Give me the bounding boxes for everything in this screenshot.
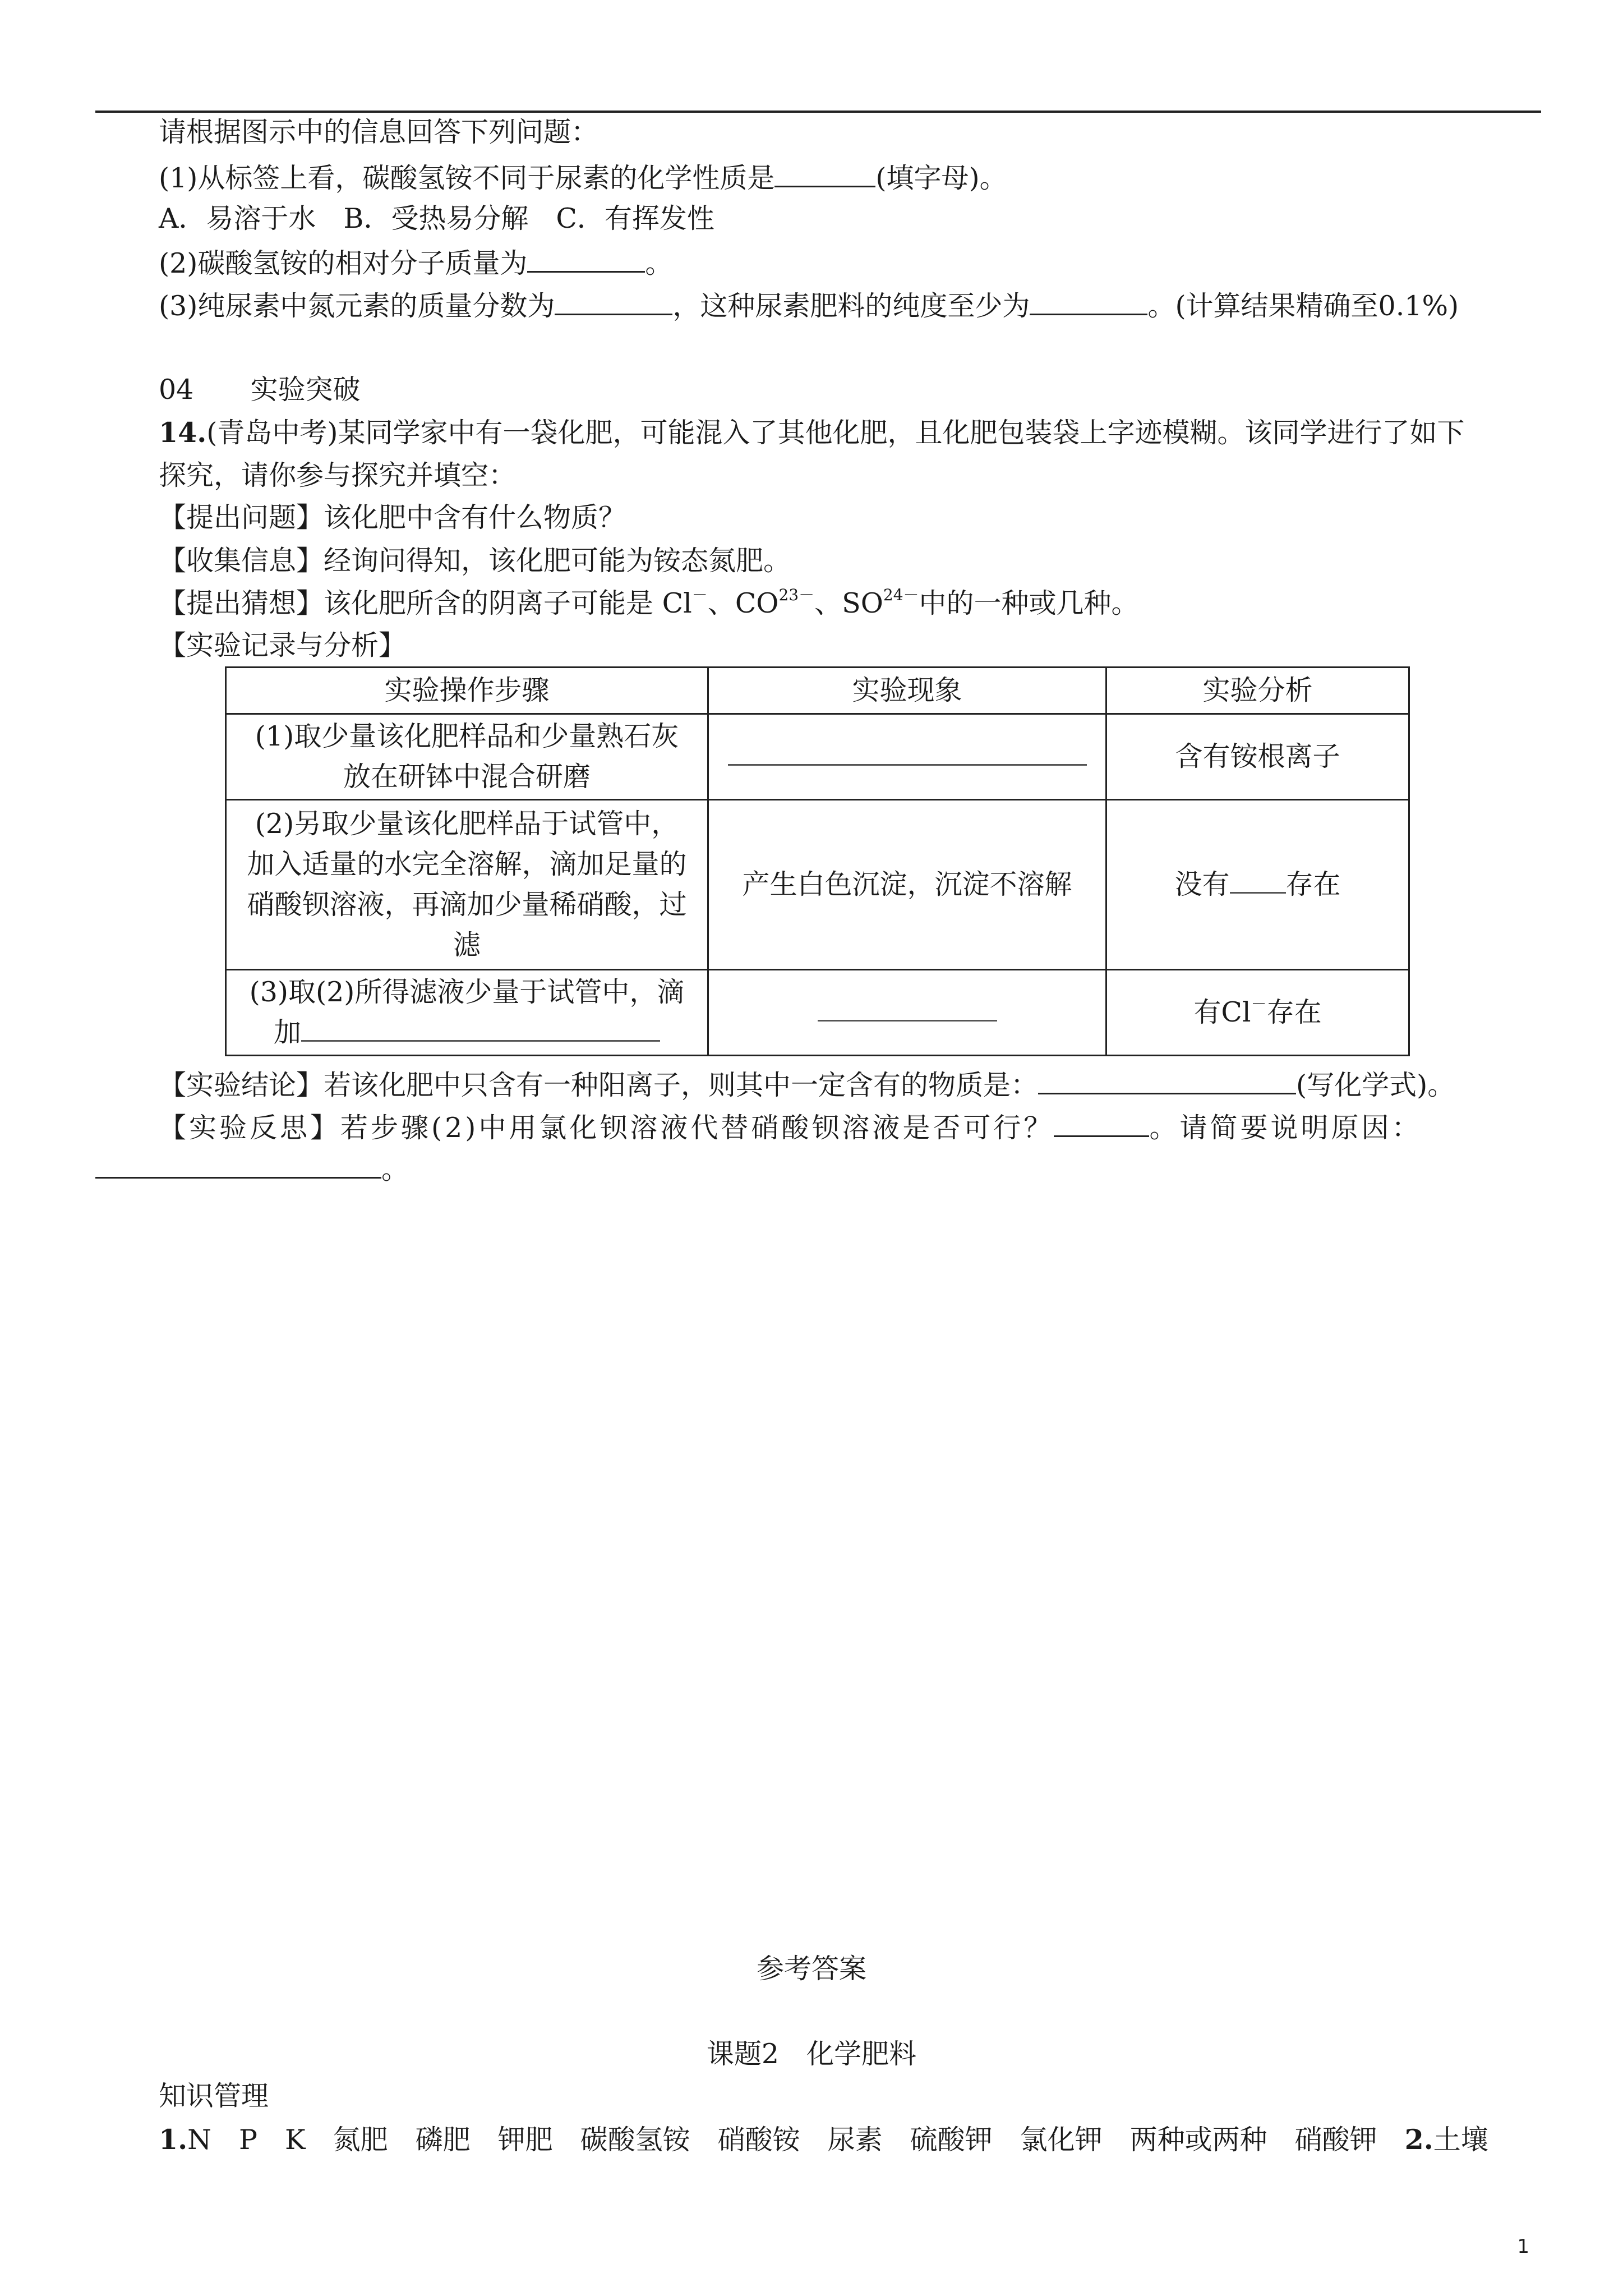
- section-number: 04: [159, 374, 194, 406]
- reflect-mid: 。请简要说明原因：: [1149, 1112, 1422, 1144]
- q3-answer-blank-1[interactable]: [555, 288, 672, 315]
- row2-step-line-b: 加入适量的水完全溶解，滴加足量的: [247, 848, 687, 880]
- row3-step: [226, 970, 708, 1056]
- q3-answer-blank-2[interactable]: [1030, 288, 1147, 315]
- ion-carbonate-charge: 23－: [778, 586, 815, 604]
- row3-step-line-a: (3)取(2)所得滤液少量于试管中，滴: [249, 976, 685, 1008]
- q2-tail: 。: [645, 247, 673, 279]
- guess-tail: 中的一种或几种。: [919, 587, 1139, 619]
- reflect-text: 若步骤(2)中用氯化钡溶液代替硝酸钡溶液是否可行？: [340, 1112, 1054, 1144]
- row2-step-line-d: 滤: [453, 929, 481, 961]
- separator-1: 、: [707, 587, 735, 619]
- row1-phenomenon-blank[interactable]: [728, 742, 1087, 766]
- row3-step-line-b: [236, 1013, 698, 1053]
- question-2: [159, 245, 672, 280]
- page-number: 1: [1517, 2235, 1529, 2258]
- question-1: [159, 160, 1007, 195]
- reflection-line-2: [95, 1151, 409, 1186]
- row2-step: [226, 800, 708, 970]
- reason-answer-blank[interactable]: [95, 1151, 381, 1179]
- top-rule: [95, 111, 1541, 113]
- answers-title: 参考答案: [756, 1953, 866, 1985]
- q1-options: A．易溶于水 B．受热易分解 C．有挥发性: [159, 203, 714, 234]
- q14-line-1: [159, 416, 1465, 450]
- q2-answer-blank[interactable]: [527, 245, 645, 273]
- answers-num-2: 2.: [1404, 2123, 1433, 2156]
- conclusion-text: 若该化肥中只含有一种阳离子，则其中一定含有的物质是：: [324, 1069, 1039, 1101]
- row2-analysis-before: 没有: [1174, 868, 1230, 900]
- header-steps: 实验操作步骤: [226, 668, 708, 714]
- answers-line: [159, 2123, 1488, 2157]
- ask-text: 该化肥中含有什么物质？: [324, 501, 626, 533]
- table-row: [226, 714, 1409, 800]
- row3-step-blank[interactable]: [301, 1018, 660, 1042]
- table-row: [226, 800, 1409, 970]
- q1-tail: (填字母)。: [875, 162, 1007, 194]
- ion-sulfate: SO: [842, 587, 883, 619]
- collect-label: 【收集信息】: [159, 545, 324, 577]
- row3-analysis-after: 存在: [1266, 996, 1322, 1028]
- table-header-row: [226, 668, 1409, 714]
- answers-next: 土壤: [1433, 2124, 1488, 2156]
- row3-phenomenon-blank[interactable]: [818, 997, 997, 1022]
- q3-text: (3)纯尿素中氮元素的质量分数为: [159, 290, 555, 322]
- q1-text: (1)从标签上看，碳酸氢铵不同于尿素的化学性质是: [159, 162, 775, 194]
- reflect-answer-blank[interactable]: [1054, 1110, 1149, 1137]
- q14-line-2: 探究，请你参与探究并填空：: [159, 459, 517, 491]
- reflect-label: 【实验反思】: [159, 1112, 341, 1144]
- reflection: [159, 1110, 1422, 1145]
- answers-text: N P K 氮肥 磷肥 钾肥 碳酸氢铵 硝酸铵 尿素 硫酸钾 氯化钾 两种或两种 硝酸钾: [187, 2124, 1377, 2156]
- row2-analysis-after: 存在: [1285, 868, 1341, 900]
- record-label: 【实验记录与分析】: [159, 629, 407, 661]
- header-analysis: 实验分析: [1106, 668, 1409, 714]
- q14-text-1: (青岛中考)某同学家中有一袋化肥，可能混入了其他化肥，且化肥包装袋上字迹模糊。该同学进行了如下: [206, 417, 1465, 449]
- ask-question: [159, 501, 626, 535]
- ion-carbonate: CO: [735, 587, 779, 619]
- row2-step-line-c: 硝酸钡溶液，再滴加少量稀硝酸，过: [247, 889, 687, 921]
- q1-answer-blank[interactable]: [774, 160, 875, 187]
- row2-step-line-a: (2)另取少量该化肥样品于试管中，: [255, 808, 679, 840]
- section-heading: [159, 373, 361, 407]
- collect-text: 经询问得知，该化肥可能为铵态氮肥。: [324, 545, 791, 577]
- answers-subhead: 知识管理: [159, 2080, 269, 2112]
- answers-num-1: 1.: [159, 2123, 188, 2156]
- guess-label: 【提出猜想】: [159, 587, 324, 619]
- ion-chloride: Cl: [662, 587, 692, 619]
- row2-analysis: [1106, 800, 1409, 970]
- reflect-tail: 。: [381, 1153, 409, 1185]
- row3-step-line-b-text: 加: [273, 1016, 301, 1048]
- row2-analysis-blank[interactable]: [1230, 869, 1286, 894]
- table-row: [226, 970, 1409, 1056]
- questions-intro: 请根据图示中的信息回答下列问题：: [159, 116, 599, 148]
- row3-analysis: [1106, 970, 1409, 1056]
- q3-mid: ，这种尿素肥料的纯度至少为: [672, 290, 1030, 322]
- section-title: 实验突破: [250, 374, 361, 406]
- conclusion-label: 【实验结论】: [159, 1069, 324, 1101]
- ion-sulfate-charge: 24－: [883, 586, 919, 604]
- guess-text: 该化肥所含的阴离子可能是: [324, 587, 654, 619]
- conclusion-tail: (写化学式)。: [1296, 1069, 1455, 1101]
- row1-analysis: 含有铵根离子: [1106, 714, 1409, 800]
- header-phenomenon: 实验现象: [708, 668, 1106, 714]
- row2-phenomenon: 产生白色沉淀，沉淀不溶解: [708, 800, 1106, 970]
- experiment-table: [225, 666, 1410, 1056]
- q3-tail: 。(计算结果精确至0.1%): [1147, 290, 1459, 322]
- answers-lesson: 课题2 化学肥料: [706, 2038, 917, 2070]
- separator-2: 、: [814, 587, 842, 619]
- row1-step-line-a: (1)取少量该化肥样品和少量熟石灰: [255, 720, 679, 752]
- guess: [159, 587, 1139, 620]
- ion-chloride-charge: －: [691, 586, 708, 604]
- row1-phenomenon[interactable]: [708, 714, 1106, 800]
- row1-step: [226, 714, 708, 800]
- row3-analysis-before: 有Cl: [1193, 996, 1251, 1028]
- q14-number: 14.: [159, 416, 207, 449]
- collect-info: [159, 544, 791, 578]
- row1-step-line-b: 放在研钵中混合研磨: [343, 761, 591, 793]
- conclusion-answer-blank[interactable]: [1038, 1067, 1296, 1094]
- ask-label: 【提出问题】: [159, 501, 324, 533]
- question-3: [159, 288, 1459, 323]
- row3-analysis-charge: －: [1251, 995, 1267, 1013]
- row3-phenomenon[interactable]: [708, 970, 1106, 1056]
- q2-text: (2)碳酸氢铵的相对分子质量为: [159, 247, 528, 279]
- conclusion: [159, 1067, 1455, 1102]
